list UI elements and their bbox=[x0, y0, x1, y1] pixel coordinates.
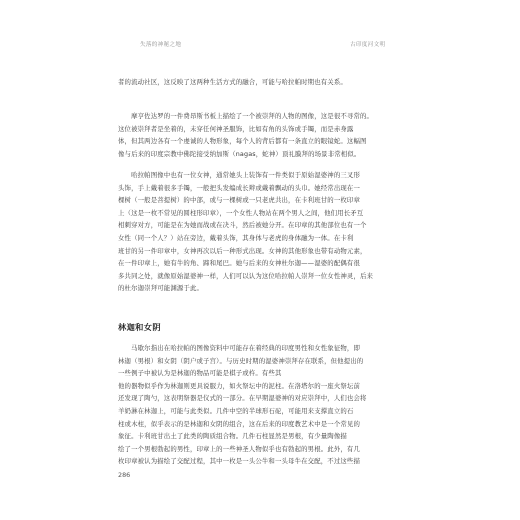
text-line: 摩亨佐达罗的一件费昂斯书板上描绘了一个被崇拜的人物的图像，这是很不寻常的。 bbox=[118, 112, 374, 120]
page-number: 286 bbox=[118, 471, 131, 479]
text-line: 体，但其两边各有一个虔诚的人物形象，每个人的背后都有一条直立的眼镜蛇。这幅图 bbox=[118, 137, 367, 146]
text-line: 羊奶淋在林迦上，可能与此类似。几件中空的半球形石砣，可能用来支撑直立的石 bbox=[118, 406, 354, 415]
text-line: 马歇尔指出在哈拉帕的图像资料中可能存在着经典的印度男性和女性象征物，即 bbox=[118, 344, 361, 352]
running-header-book-title: 失落的神秘之地 bbox=[140, 42, 182, 48]
running-header-chapter-title: 古印度河文明 bbox=[350, 42, 386, 48]
text-line: 上（这是一枚不常见的圆柱形印章），一个女性人物站在两个男人之间，他们用长矛互 bbox=[118, 208, 364, 217]
text-line: 哈拉帕图像中也有一位女神，通常她头上装饰有一件类似于原始湿婆神的三叉形 bbox=[118, 171, 361, 179]
section-heading: 林迦和女阴 bbox=[118, 322, 161, 332]
text-line: 柱或木柱，似乎表示的是林迦和女阴的组合，这在后来的印度教艺术中是一个常见的 bbox=[118, 419, 361, 428]
paragraph-3 bbox=[118, 169, 408, 295]
text-line: 班甘的另一件印章中，女神再次以后一种形式出现。女神的其他形象也带有动物元素， bbox=[118, 246, 367, 255]
paragraph-4 bbox=[118, 342, 408, 468]
text-line: 枚印章被认为描绘了交配过程，其中一枚是一头公牛和一头母牛在交配，不过这些描 bbox=[118, 457, 361, 466]
text-line: 象征。卡利班甘出土了此类的陶质组合物。几件石柱显然是男根，有少量陶像描 bbox=[118, 432, 347, 441]
text-line: 多共同之处，就像原始湿婆神一样，人们可以认为这位哈拉帕人崇拜一位女性神灵，后来 bbox=[118, 271, 374, 280]
text-line: 还发现了陶勺，这表明祭器是仪式的一部分。在早期湿婆神的对应崇拜中，人们也会将 bbox=[118, 394, 367, 403]
text-line: 像与后来的印度宗教中佛陀接受纳加斯（nagas，蛇神）顶礼膜拜的场景非常相似。 bbox=[118, 149, 361, 158]
paragraph-2 bbox=[118, 110, 408, 160]
text-line: 这位被崇拜者是坐着的，未穿任何神圣服饰，比如有角的头饰或手镯，而是赤身露 bbox=[118, 124, 354, 133]
text-line: 一些例子中被认为是林迦的物品可能是棋子或杵。有些其 bbox=[118, 369, 282, 378]
text-line: 棵树（一般是菩提树）的中部，或与一棵树或一只老虎共出，在卡利班甘的一枚印章 bbox=[118, 196, 361, 205]
text-line: 相刺穿对方，可能是在为她而战或在决斗，然后被她分开。在印章的其他部位也有一个 bbox=[118, 221, 367, 230]
text-line: 绘了一个男根勃起的男性，印章上的一些神圣人物似乎也有勃起的男根。此外，有几 bbox=[118, 444, 361, 453]
text-line: 女性（同一个人？）站在旁边，戴着头饰，其身体与老虎的身体融为一体。在卡利 bbox=[118, 233, 354, 242]
text-line: 头饰，手上戴着很多手镯，一般把头发编成长辫或戴着飘动的头巾。她经常出现在一 bbox=[118, 183, 361, 192]
text-line: 在一件印章上，她有牛的角、蹄和尾巴。她与后来的女神杜尔迦——湿婆的配偶有很 bbox=[118, 259, 361, 268]
text-line: 林迦（男根）和女阴（阴户或子宫）。与历史时期的湿婆神崇拜存在联系，但他提出的 bbox=[118, 356, 364, 365]
paragraph-1 bbox=[118, 76, 408, 89]
text-line: 他的器物似乎作为林迦则更具说服力，如火祭坛中的泥柱。在洛塔尔的一座火祭坛前 bbox=[118, 381, 361, 390]
text-line: 者的流动社区，这反映了这两种生活方式的融合，可能与哈拉帕时期也有关系。 bbox=[118, 78, 347, 86]
text-line: 的杜尔迦崇拜可能渊源于此。 bbox=[118, 284, 204, 293]
